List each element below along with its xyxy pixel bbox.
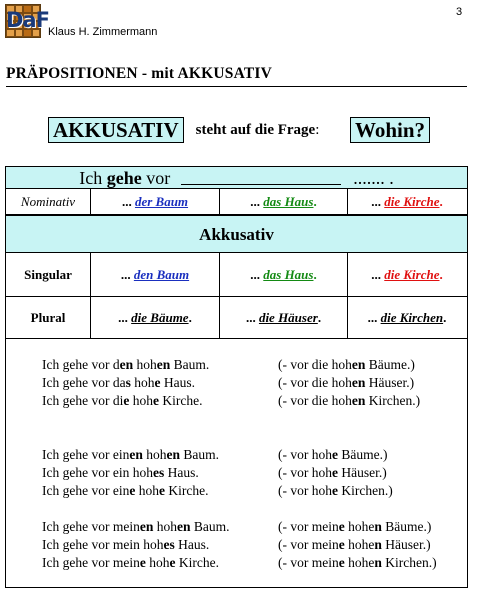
segment: (- vor mein — [278, 537, 339, 552]
segment: (- vor mein — [278, 555, 339, 570]
example-plural — [278, 519, 431, 535]
article-noun: die Bäume — [131, 309, 189, 325]
segment: Baum. — [190, 519, 230, 534]
example-sentence — [42, 447, 219, 463]
segment: hoh — [153, 519, 177, 534]
example-sentence — [42, 519, 229, 535]
ending: en — [119, 357, 134, 372]
prefix: ... — [245, 309, 256, 325]
prefix: ... — [371, 266, 381, 282]
example-sentence — [42, 483, 208, 499]
article-noun: die Kirchen — [380, 309, 444, 325]
example-plural — [278, 357, 415, 373]
sentence-frame-row — [6, 167, 467, 189]
ending: en — [351, 393, 366, 408]
segment: hoh — [129, 393, 153, 408]
ending: e — [332, 483, 338, 498]
segment: Kirche. — [175, 555, 219, 570]
plural-row — [6, 297, 467, 339]
segment: Ich gehe vor mein hoh — [42, 537, 164, 552]
nominativ-neuter: ... das Haus . — [219, 189, 347, 214]
ending: en — [351, 375, 366, 390]
grammar-table — [5, 166, 468, 588]
segment: Ich gehe vor mein — [42, 519, 140, 534]
sentence-start: Ich — [79, 168, 103, 188]
segment: Haus. — [164, 465, 199, 480]
prefix: ... — [250, 266, 261, 282]
nominativ-row — [6, 189, 467, 215]
section-title: PRÄPOSITIONEN - mit AKKUSATIV — [6, 65, 273, 82]
segment: Ich gehe vor ein — [42, 447, 130, 462]
segment: Ich gehe vor di — [42, 393, 124, 408]
ending: es — [152, 465, 165, 480]
singular-masculine — [90, 253, 219, 296]
segment: hohe — [344, 537, 375, 552]
segment: hohe — [344, 555, 375, 570]
singular-row — [6, 253, 467, 297]
segment: Baum. — [179, 447, 219, 462]
sentence-end: ....... . — [353, 168, 394, 188]
segment: Kirche. — [164, 483, 209, 498]
nominativ-masculine — [90, 189, 219, 214]
ending: e — [139, 555, 146, 570]
ending: e — [152, 393, 159, 408]
nominativ-label: Nominativ — [20, 193, 76, 209]
prefix: ... — [371, 193, 381, 209]
segment: Ich gehe vor ein hoh — [42, 465, 153, 480]
rule-colon: : — [315, 121, 320, 138]
ending: en — [176, 519, 191, 534]
example-plural — [278, 465, 387, 481]
ending: e — [169, 555, 176, 570]
example-plural — [278, 393, 420, 409]
segment: hoh — [130, 375, 155, 390]
ending: e — [158, 483, 165, 498]
plural-feminine: ... die Kirchen . — [347, 297, 466, 338]
segment: Ich gehe vor ein — [42, 483, 130, 498]
title-divider — [6, 86, 467, 87]
ending: e — [332, 447, 338, 462]
prefix: ... — [118, 309, 128, 325]
rule-text — [196, 122, 320, 139]
article-noun: die Häuser — [258, 309, 318, 325]
ending: en — [129, 447, 143, 462]
example-plural — [278, 447, 388, 463]
ending: e — [338, 555, 345, 570]
segment: (- vor die hoh — [278, 393, 352, 408]
plural-label: Plural — [30, 309, 66, 325]
example-sentence — [42, 555, 219, 571]
segment: (- vor hoh — [278, 447, 332, 462]
example-sentence — [42, 393, 202, 409]
plural-masculine: ... die Bäume . — [90, 297, 219, 338]
example-sentence — [42, 357, 209, 373]
segment: Bäume.) — [381, 519, 432, 534]
segment: Kirchen.) — [338, 483, 393, 498]
article-noun: die Kirche — [384, 193, 440, 209]
segment: Bäume.) — [338, 447, 388, 462]
plural-neuter: ... die Häuser . — [219, 297, 347, 338]
segment: (- vor hoh — [278, 483, 332, 498]
author-name: Klaus H. Zimmermann — [48, 26, 158, 38]
segment: Bäume.) — [365, 357, 415, 372]
example-sentence — [42, 537, 209, 553]
logo-text: DaF — [6, 8, 49, 32]
segment: Häuser.) — [365, 375, 415, 390]
ending: en — [156, 357, 171, 372]
article-noun: die Kirche — [384, 266, 440, 282]
segment: hoh — [133, 357, 157, 372]
example-sentence — [42, 375, 195, 391]
article-noun: das Haus — [263, 193, 314, 209]
singular-label: Singular — [24, 266, 72, 282]
example-plural — [278, 483, 393, 499]
rule-statement — [48, 117, 426, 143]
ending: en — [351, 357, 366, 372]
segment: Kirchen.) — [365, 393, 421, 408]
example-plural — [278, 375, 414, 391]
sentence-verb: gehe — [106, 168, 142, 188]
prefix: ... — [250, 193, 261, 209]
segment: (- vor mein — [278, 519, 339, 534]
ending: n — [374, 519, 382, 534]
ending: e — [338, 519, 345, 534]
segment: hoh — [145, 555, 170, 570]
segment: Häuser.) — [338, 465, 387, 480]
ending: e — [123, 393, 130, 408]
sentence-prep: vor — [146, 168, 171, 188]
segment: hohe — [344, 519, 375, 534]
singular-neuter: ... das Haus . — [219, 253, 347, 296]
segment: (- vor hoh — [278, 465, 332, 480]
article-noun: das Haus — [263, 266, 314, 282]
segment: Ich gehe vor da — [42, 375, 126, 390]
segment: (- vor die hoh — [278, 375, 352, 390]
segment: Baum. — [170, 357, 210, 372]
example-plural — [278, 537, 431, 553]
prefix: ... — [367, 309, 378, 325]
ending: e — [332, 465, 338, 480]
segment: Haus. — [160, 375, 195, 390]
ending: e — [129, 483, 136, 498]
ending: en — [166, 447, 180, 462]
prefix: ... — [121, 193, 132, 209]
article-noun: der Baum — [134, 193, 189, 209]
article-noun: den Baum — [133, 266, 190, 282]
segment: (- vor die hoh — [278, 357, 352, 372]
segment: Häuser.) — [381, 537, 431, 552]
akkusativ-band: Akkusativ — [6, 215, 467, 253]
example-plural — [278, 555, 437, 571]
segment: hoh — [142, 447, 167, 462]
segment: Ich gehe vor mein — [42, 555, 140, 570]
singular-feminine: ... die Kirche . — [347, 253, 466, 296]
fill-in-blank — [181, 170, 341, 185]
ending: e — [338, 537, 345, 552]
ending: en — [139, 519, 154, 534]
akkusativ-term: AKKUSATIV — [48, 117, 184, 143]
nominativ-feminine: ... die Kirche . — [347, 189, 466, 214]
ending: es — [163, 537, 175, 552]
page-number: 3 — [456, 6, 463, 18]
segment: hoh — [135, 483, 159, 498]
prefix: ... — [120, 266, 131, 282]
ending: n — [374, 537, 382, 552]
segment: Kirche. — [158, 393, 203, 408]
ending: n — [374, 555, 382, 570]
ending: e — [154, 375, 161, 390]
daf-logo — [5, 4, 49, 38]
segment: Kirchen.) — [381, 555, 437, 570]
segment: Haus. — [174, 537, 210, 552]
segment: Ich gehe vor d — [42, 357, 120, 372]
example-sentence — [42, 465, 199, 481]
rule-text-words: steht auf die Frage — [195, 121, 316, 138]
ending: s — [125, 375, 131, 390]
question-word: Wohin? — [350, 117, 430, 143]
